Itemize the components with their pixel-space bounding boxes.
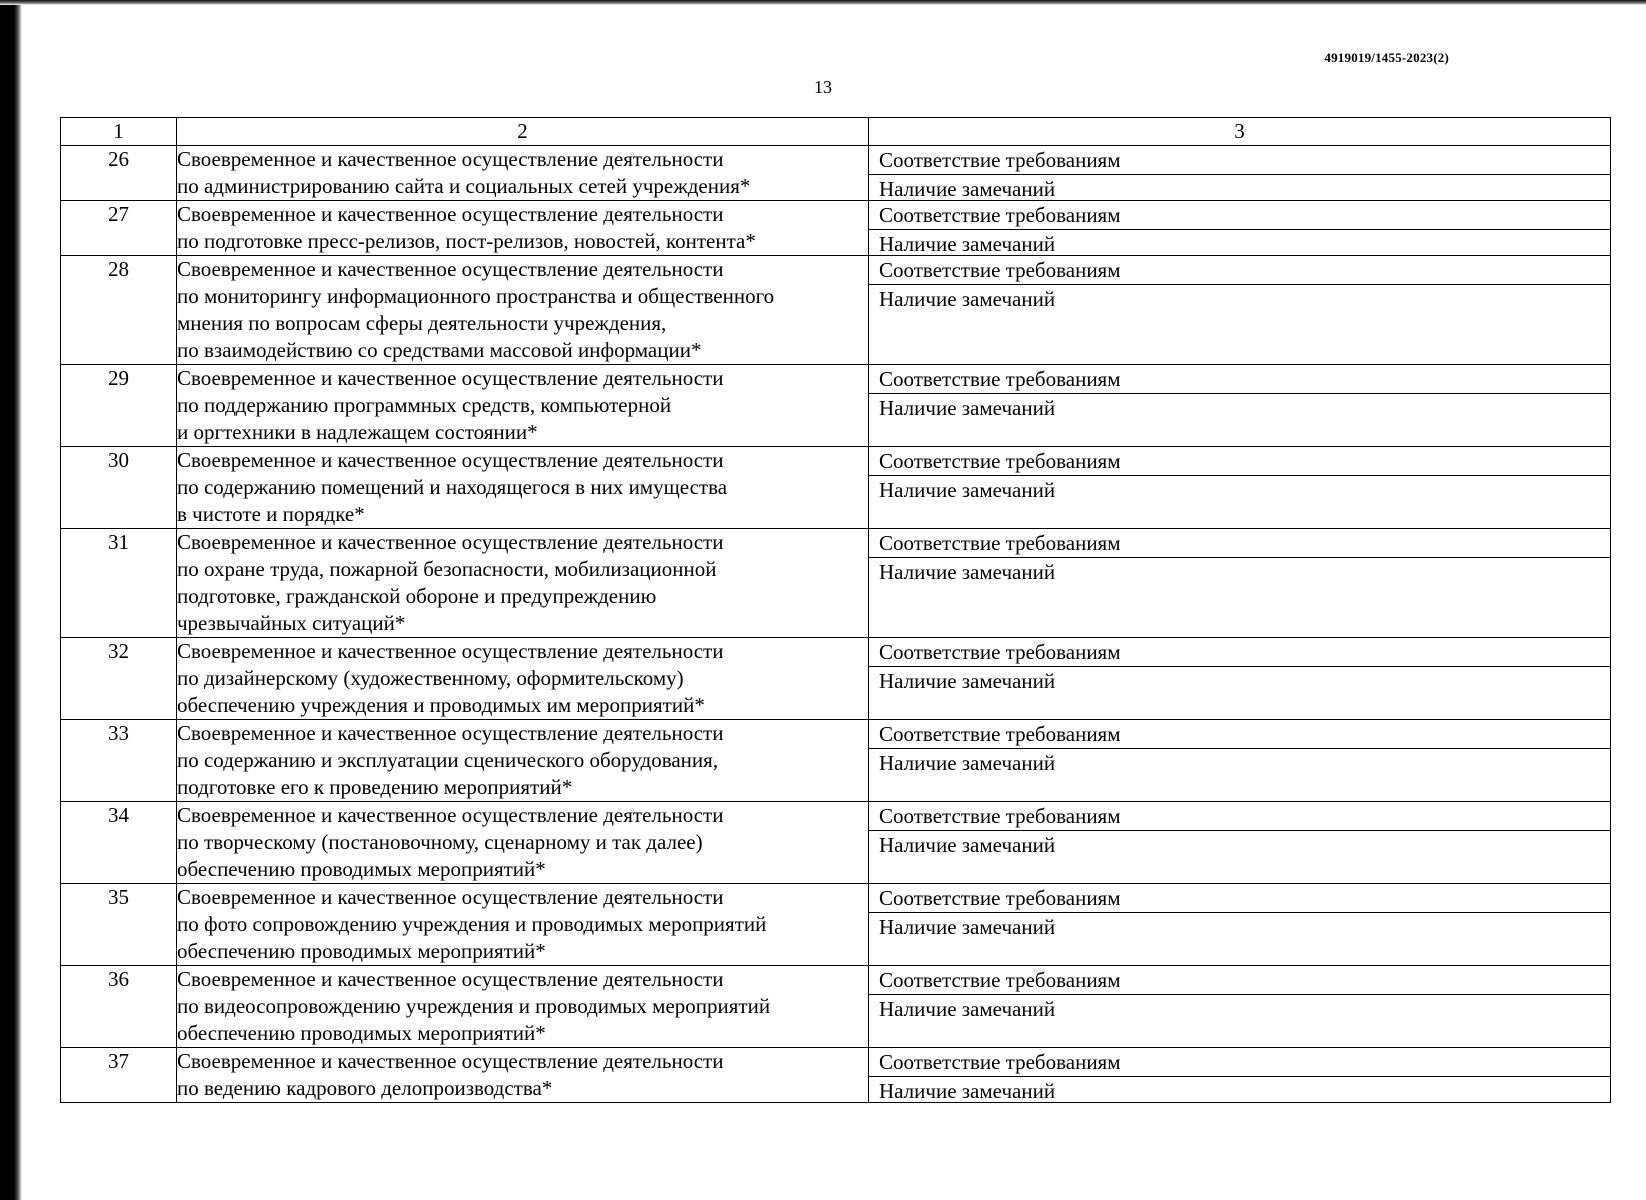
column-header-1: 1 [61, 118, 177, 146]
description-line: по содержанию и эксплуатации сценического оборудования, [177, 748, 719, 772]
description-line: Своевременное и качественное осуществление деятельности [177, 721, 724, 745]
description-line: Своевременное и качественное осуществление деятельности [177, 448, 724, 472]
row-number: 37 [61, 1048, 177, 1103]
row-description [177, 256, 869, 365]
row-description [177, 201, 869, 256]
status-remarks: Наличие замечаний [879, 915, 1056, 939]
description-line: чрезвычайных ситуаций* [177, 611, 406, 635]
description-line: Своевременное и качественное осуществление деятельности [177, 1049, 724, 1073]
status-remarks: Наличие замечаний [879, 669, 1056, 693]
row-description [177, 966, 869, 1048]
description-line: по охране труда, пожарной безопасности, мобилизационной [177, 557, 717, 581]
status-remarks: Наличие замечаний [879, 833, 1056, 857]
row-status [869, 447, 1611, 529]
status-compliance: Соответствие требованиям [869, 256, 1610, 285]
row-status [869, 1048, 1611, 1103]
description-line: и оргтехники в надлежащем состоянии* [177, 420, 538, 444]
status-remarks: Наличие замечаний [879, 997, 1056, 1021]
table-row [61, 720, 1611, 802]
table-row [61, 638, 1611, 720]
status-remarks: Наличие замечаний [879, 1079, 1056, 1103]
status-options [869, 966, 1610, 1021]
status-remarks: Наличие замечаний [879, 478, 1056, 502]
status-options [869, 447, 1610, 502]
description-line: Своевременное и качественное осуществление деятельности [177, 885, 724, 909]
row-number: 27 [61, 201, 177, 256]
table-row [61, 884, 1611, 966]
status-compliance: Соответствие требованиям [869, 1048, 1610, 1077]
table-row [61, 146, 1611, 201]
description-line: Своевременное и качественное осуществление деятельности [177, 803, 724, 827]
status-remarks: Наличие замечаний [879, 751, 1056, 775]
status-options [869, 201, 1610, 256]
table-row [61, 256, 1611, 365]
table-row [61, 1048, 1611, 1103]
status-options [869, 529, 1610, 584]
table-row [61, 201, 1611, 256]
page-number: 13 [814, 77, 832, 97]
row-description [177, 884, 869, 966]
row-number: 34 [61, 802, 177, 884]
description-line: по подготовке пресс-релизов, пост-релизов, новостей, контента* [177, 229, 756, 253]
row-status [869, 146, 1611, 201]
description-line: по содержанию помещений и находящегося в них имущества [177, 475, 728, 499]
status-options [869, 1048, 1610, 1103]
table-body [61, 146, 1611, 1103]
description-line: Своевременное и качественное осуществление деятельности [177, 257, 724, 281]
table-row [61, 966, 1611, 1048]
row-description [177, 447, 869, 529]
description-line: по взаимодействию со средствами массовой информации* [177, 338, 702, 362]
description-line: в чистоте и порядке* [177, 502, 365, 526]
status-options [869, 365, 1610, 420]
row-status [869, 529, 1611, 638]
row-description [177, 529, 869, 638]
description-line: по поддержанию программных средств, компьютерной [177, 393, 672, 417]
row-number: 26 [61, 146, 177, 201]
description-line: обеспечению проводимых мероприятий* [177, 939, 546, 963]
row-description [177, 365, 869, 447]
row-number: 32 [61, 638, 177, 720]
row-description [177, 1048, 869, 1103]
status-compliance: Соответствие требованиям [869, 201, 1610, 230]
description-line: по творческому (постановочному, сценарному и так далее) [177, 830, 703, 854]
description-line: подготовке, гражданской обороне и предупреждению [177, 584, 657, 608]
column-header-2: 2 [177, 118, 869, 146]
description-line: по мониторингу информационного пространства и общественного [177, 284, 775, 308]
description-line: по ведению кадрового делопроизводства* [177, 1076, 553, 1100]
row-status [869, 884, 1611, 966]
status-remarks: Наличие замечаний [879, 232, 1056, 256]
table-row [61, 529, 1611, 638]
criteria-table [60, 117, 1611, 1103]
description-line: Своевременное и качественное осуществление деятельности [177, 639, 724, 663]
description-line: по дизайнерскому (художественному, оформительскому) [177, 666, 684, 690]
row-description [177, 802, 869, 884]
status-compliance: Соответствие требованиям [869, 447, 1610, 476]
row-number: 35 [61, 884, 177, 966]
status-compliance: Соответствие требованиям [869, 966, 1610, 995]
description-line: по фото сопровождению учреждения и проводимых мероприятий [177, 912, 767, 936]
row-status [869, 365, 1611, 447]
row-number: 31 [61, 529, 177, 638]
description-line: Своевременное и качественное осуществление деятельности [177, 530, 724, 554]
scan-edge-left [0, 0, 22, 1200]
status-compliance: Соответствие требованиям [869, 802, 1610, 831]
description-line: по администрированию сайта и социальных сетей учреждения* [177, 174, 751, 198]
status-compliance: Соответствие требованиям [869, 638, 1610, 667]
status-compliance: Соответствие требованиям [869, 529, 1610, 558]
row-description [177, 720, 869, 802]
status-remarks: Наличие замечаний [879, 560, 1056, 584]
row-status [869, 802, 1611, 884]
description-line: мнения по вопросам сферы деятельности учреждения, [177, 311, 667, 335]
document-id: 4919019/1455-2023(2) [1324, 50, 1449, 65]
scan-edge-top [0, 0, 1646, 5]
description-line: обеспечению проводимых мероприятий* [177, 857, 546, 881]
row-description [177, 146, 869, 201]
status-remarks: Наличие замечаний [879, 396, 1056, 420]
status-options [869, 256, 1610, 311]
row-status [869, 256, 1611, 365]
status-remarks: Наличие замечаний [879, 287, 1056, 311]
status-compliance: Соответствие требованиям [869, 720, 1610, 749]
status-options [869, 146, 1610, 201]
table-row [61, 365, 1611, 447]
description-line: подготовке его к проведению мероприятий* [177, 775, 573, 799]
status-options [869, 884, 1610, 939]
table-row [61, 802, 1611, 884]
status-options [869, 638, 1610, 693]
row-status [869, 966, 1611, 1048]
status-compliance: Соответствие требованиям [869, 146, 1610, 175]
table-row [61, 447, 1611, 529]
row-description [177, 638, 869, 720]
description-line: Своевременное и качественное осуществление деятельности [177, 202, 724, 226]
column-header-3: 3 [869, 118, 1611, 146]
row-number: 28 [61, 256, 177, 365]
status-options [869, 802, 1610, 857]
row-number: 33 [61, 720, 177, 802]
table-header-row [61, 118, 1611, 146]
description-line: обеспечению учреждения и проводимых им мероприятий* [177, 693, 705, 717]
row-status [869, 638, 1611, 720]
row-number: 29 [61, 365, 177, 447]
row-number: 36 [61, 966, 177, 1048]
status-compliance: Соответствие требованиям [869, 884, 1610, 913]
row-number: 30 [61, 447, 177, 529]
row-status [869, 720, 1611, 802]
description-line: Своевременное и качественное осуществление деятельности [177, 967, 724, 991]
row-status [869, 201, 1611, 256]
status-compliance: Соответствие требованиям [869, 365, 1610, 394]
description-line: Своевременное и качественное осуществление деятельности [177, 147, 724, 171]
description-line: Своевременное и качественное осуществление деятельности [177, 366, 724, 390]
description-line: по видеосопровождению учреждения и проводимых мероприятий [177, 994, 771, 1018]
status-options [869, 720, 1610, 775]
status-remarks: Наличие замечаний [879, 177, 1056, 201]
description-line: обеспечению проводимых мероприятий* [177, 1021, 546, 1045]
